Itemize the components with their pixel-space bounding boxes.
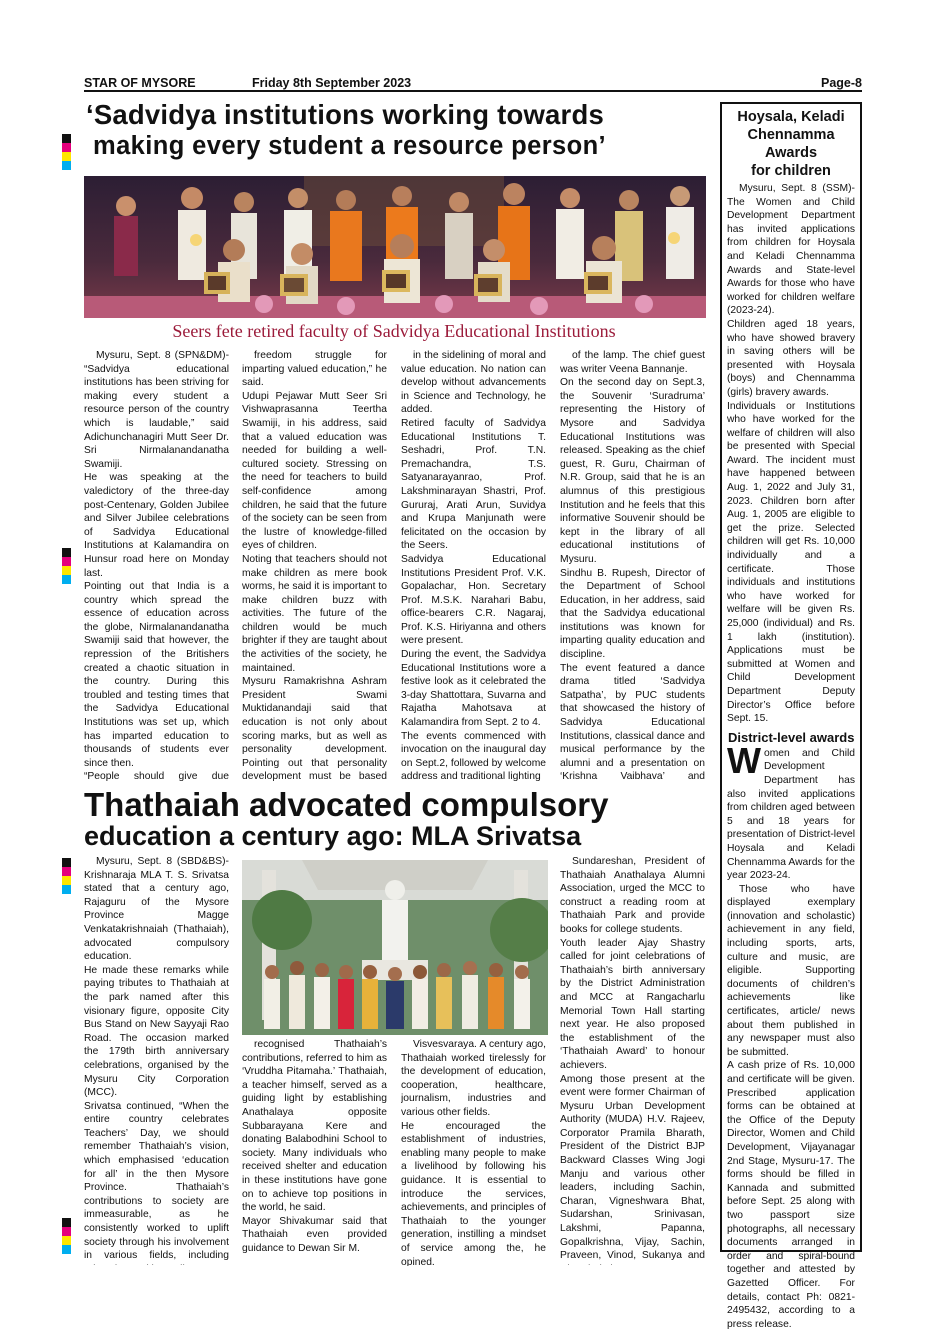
sidebar-text: omen and Child Development Department has also invited applications from children aged between 5 and 18 years for presentation of District-level Hoysala and Keladi Chennamma Awards for the year 2023-24. <box>727 747 855 882</box>
sidebar-text: Mysuru, Sept. 8 (SSM)- The Women and Child Development Department has invited applications from children for Hoysala and Keladi Chennamma Awards and State-level Awards for those who have worked for children welfare (2023-24). Children aged 18 years, who have showed bravery in saving others will be presented with Hoysala (boys) and Chennamma (girls) bravery awards. Individuals or Institutions who have worked for the welfare of children will also be presented with Special Award. The incident must have happened between Aug. 1, 2022 and July 31, 2023. Children born after Aug. 1, 2005 are eligible to get the prize. Selected children will get Rs. 10,000 individually and a certificate. Those individuals and institutions who have worked for welfare will be given Rs. 25,000 (individual) and Rs. 1 lakh (institution). Applications must be submitted at Women and Child Development Department Deputy Director’s Office before Sept. 15. <box>727 183 855 725</box>
story1-headline-line1: ‘Sadvidya institutions working towards <box>86 99 604 130</box>
story1-column-text: Mysuru, Sept. 8 (SPN&DM)- “Sadvidya educational institutions has been striving for making every student a resource person of the country which is laudable,” said Adichunchanagiri Mutt Seer Dr. Sri Nirmalanandanatha Swamiji. He was speaking at the valedictory of the three-day post-Centenary, Golden Jubilee and Silver Jubilee celebrations of Sadvidya Educational Institutions at Kalamandira on Hunsur road here on Monday last. Pointing out that India is a country which spread the essence of education across the globe, Nirmalanandanatha Swamiji said that however, the repression of the Britishers created a chaotic situation in the country. During this troubled and testing times that the Sadvidya Educational Institutions was set up, which has imparted education to thousands of students ever since then. “People should give due <box>84 350 229 783</box>
felicitation-photo <box>84 176 706 318</box>
story2-column-text: Visvesvaraya. A century ago, Thathaiah worked tirelessly for the development of education, cooperation, healthcare, journalism, industries and various other fields. He encouraged the establishment of industries, enabling many people to make a livelihood by following his guidance. It is essential to introduce the services, achievements, and principles of Thathaiah to the younger generation, instilling a mindset of service among the, he opined. <box>401 1039 546 1266</box>
sidebar-body-2 <box>722 747 860 1332</box>
story2-column-2 <box>242 1038 387 1266</box>
color-registration-bar <box>62 858 71 894</box>
story2-column-1 <box>84 855 229 1265</box>
story2-headline-line1: Thathaiah advocated compulsory <box>84 786 609 823</box>
color-registration-bar <box>62 134 71 170</box>
masthead <box>84 76 862 92</box>
page-number: Page-8 <box>821 76 862 90</box>
paper-name: STAR OF MYSORE <box>84 76 196 90</box>
awards-sidebar <box>720 102 862 1330</box>
sidebar-subhead: District-level awards <box>728 729 855 745</box>
story1-photo-caption: Seers fete retired faculty of Sadvidya Educational Institutions <box>172 321 616 341</box>
story2-column-4 <box>560 855 705 1265</box>
sidebar-title <box>722 104 860 180</box>
sidebar-title-line: for children <box>751 163 831 179</box>
story2-column-text: recognised Thathaiah’s contributions, referred to him as ‘Vruddha Pitamaha.’ Thathaiah, a teacher himself, served as a guiding light by establishing Anathalaya opposite Subbarayana Kere and donating Balabodhini School to society. Many individuals who received shelter and education in these institutions have gone on to achieve top positions in the world, he said. Mayor Shivakumar said that Thathaiah even provided guidance to Dewan Sir M. <box>242 1039 387 1254</box>
color-registration-bar <box>62 1218 71 1254</box>
story1-column-2 <box>242 349 387 785</box>
drop-cap: W <box>727 746 761 781</box>
sidebar-text: Those who have displayed exemplary (innovation and scholastic) achievement in any field, including sports, arts, culture and music, are eligible. Supporting documents of children’s achievements like certificates, article/ news about them published in any newspaper must also be submitted. A cash prize of Rs. 10,000 and certificate will be given. Prescribed application forms can be obtained at the Office of the Deputy Director, Women and Child Development, Vijayanagar 2nd Stage, Mysuru-17. The forms should be filled in Kannada and submitted before Sept. 25 along with two passport size photographs, all necessary documents arranged in order and spiral-bound together and attested by Gazetted Officer. For details, contact Ph: 0821-2495432, according to a press release. <box>727 883 855 1330</box>
story2-column-text: Sundareshan, President of Thathaiah Anathalaya Alumni Association, urged the MCC to construct a reading room at Thathaiah Park and provide books for college students. Youth leader Ajay Shastry called for joint celebrations of Thathaiah’s birth anniversary by the District Administration and MCC at Rangacharlu Memorial Town Hall starting next year. He also proposed the establishment of the ‘Thathaiah Award’ to honour achievers. Among those present at the event were former Chairman of Mysuru Urban Development Authority (MUDA) H.V. Rajeev, Corporator Pramila Bharath, President of the District BJP Backward Classes Wing Jogi Manju and various other leaders, including Sachin, Charan, Vigneshwara Bhat, Sudarshan, Srinivasan, Lakshmi, Papanna, Gopalkrishna, Vijay, Sachin, Praveen, Vinod, Sukanya and <box>560 856 705 1262</box>
sidebar-title-line: Hoysala, Keladi <box>737 109 845 125</box>
color-registration-bar <box>62 548 71 584</box>
story1-column-text: of the lamp. The chief guest was writer Veena Bannanje. On the second day on Sept.3, the Souvenir ‘Suradruma’ representing the History of Mysore and Sadvidya Educational Institutions was released. Speaking as the chief guest, R. Guru, Chairman of N.R. Group, said that he is an alumnus of this prestigious Institution and he feels that this informative Souvenir should be kept in the library of all educational institutions of Mysuru. Sindhu B. Rupesh, Director of the Department of School Education, in her address, said that the Sadvidya educational institutions was known for imparting quality education and discipline. The event featured a dance drama titled ‘Sadvidya Satpatha’, by PUC students that showcased the history of Sadvidya Educational Institutions, classical dance and musical performance by the alumni and a presentation on ‘Krishna Vaibhava’ and <box>560 350 705 783</box>
sidebar-title-line: Chennamma Awards <box>747 127 835 161</box>
sidebar-body <box>722 180 860 726</box>
story1-column-text: in the sidelining of moral and value education. No nation can develop without advancements in Science and Technology, he added. Retired faculty of Sadvidya Educational Institutions T. Seshadri, Prof. T.N. Premachandra, T.S. Satyanarayanrao, Prof. Lakshminarayan Shastri, Prof. Gururaj, Arati Arun, Suvidya and Krupa Manjunath were felicitated on the occasion by the Seers. Sadvidya Educational Institutions President Prof. V.K. Gopalachar, Hon. Secretary Prof. M.S.K. Narahari Babu, office-bearers C.R. Nagaraj, Prof. K.S. Hiriyanna and others were present. During the event, the Sadvidya Educational Institutions wore a festive look as it celebrated the 3-day Shattottara, Suvarna and Rajatha Mahotsava at Kalamandira from Sept. 2 to 4. The events commenced with invocation on the inaugural day on Sept.2, followed by welcome address and traditional lighting <box>401 350 546 783</box>
tribute-photo <box>242 860 548 1035</box>
story1-column-3 <box>401 349 546 785</box>
story1-column-text: freedom struggle for imparting valued education,” he said. Udupi Pejawar Mutt Seer Sri Vishwaprasanna Teertha Swamiji, in his address, said that a valued education was needed for building a well-cultured society. Stressing on the need for teachers to build self-confidence among children, he said that the future of the society can be seen from the lustre of knowledge-filled eyes of children. Noting that teachers should not make children as mere book worms, he said it is important to make children buzz with activities. The future of the children would be much brighter if they are taught about the activities of the society, he maintained. Mysuru Ramakrishna Ashram President Swami Muktidanandaji said that education is not only about scoring marks, but as well as personality development. Pointing out that personality development must be based <box>242 350 387 783</box>
story2-column-text: Mysuru, Sept. 8 (SBD&BS)- Krishnaraja MLA T. S. Srivatsa stated that a century ago, Rajaguru of the Mysore Province Magge Venkatakrishnaiah (Thathaiah), advocated compulsory education. He made these remarks while paying tributes to Thathaiah at the park named after this visionary figure, opposite City Bus Stand on New Sayyaji Rao Road. The occasion marked the 179th birth anniversary celebrations, organised by the Mysuru City Corporation (MCC). Srivatsa continued, “When the entire country celebrates Teachers’ Day, we should remember Thathaiah’s vision, which emphasised ‘education for all’ in the then Mysore Province. Thathaiah’s contributions to society are immeasurable, as he consistently worked to uplift society through his involvement in various fields, including <box>84 856 229 1262</box>
story2-column-3 <box>401 1038 546 1266</box>
story1-headline-line2: making every student a resource person’ <box>93 132 607 160</box>
story2-headline-line2: education a century ago: MLA Srivatsa <box>84 821 582 851</box>
story1-column-4 <box>560 349 705 785</box>
story1-column-1 <box>84 349 229 785</box>
issue-date: Friday 8th September 2023 <box>252 76 412 90</box>
